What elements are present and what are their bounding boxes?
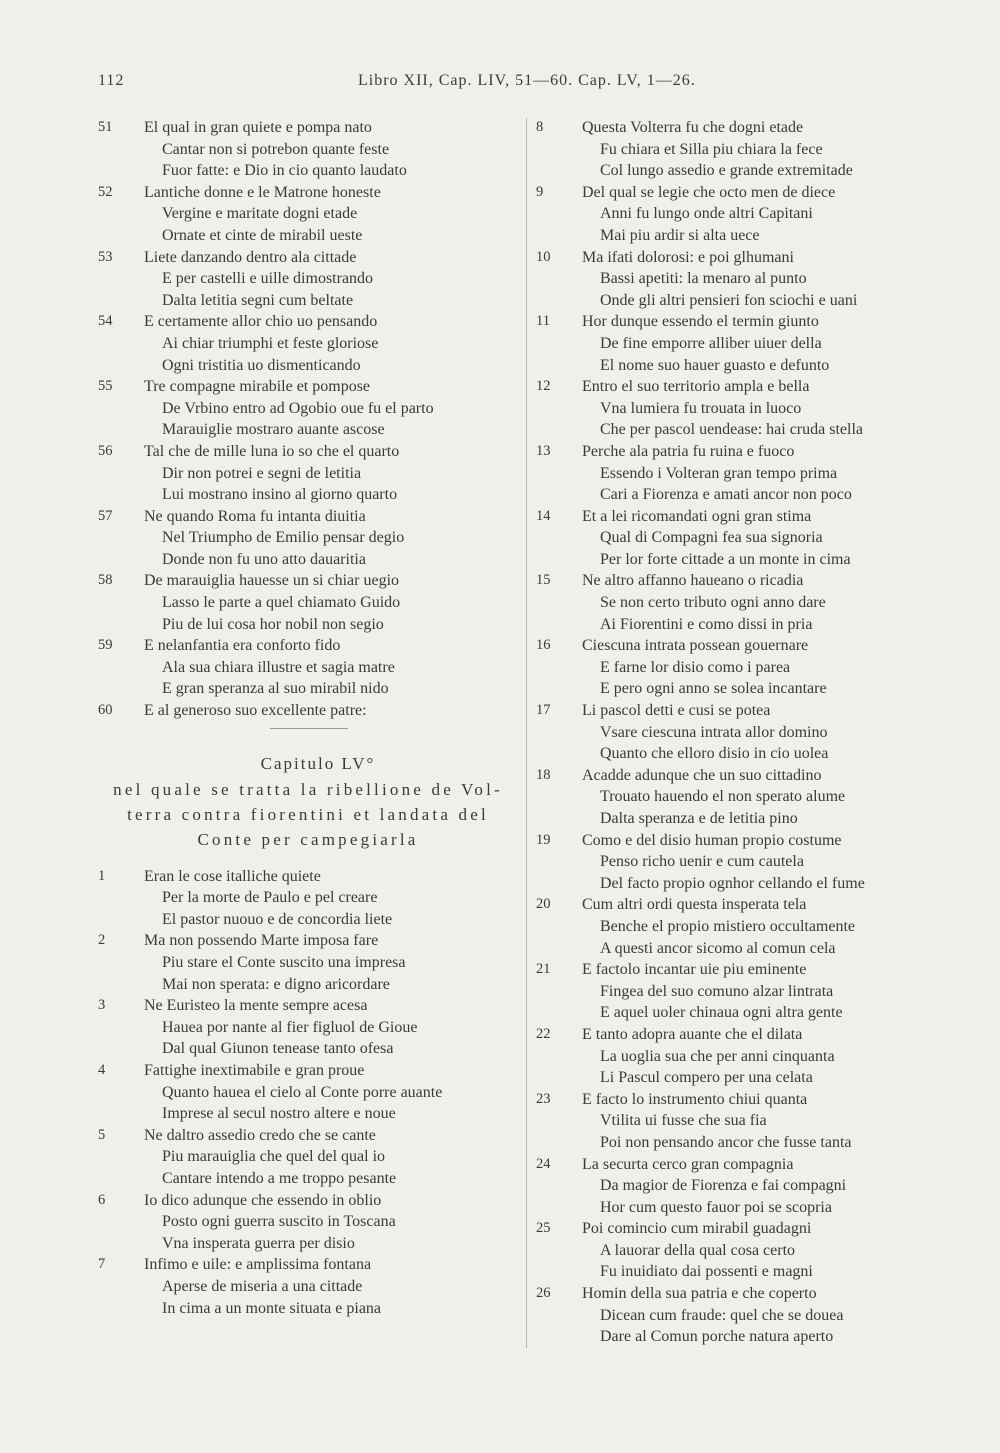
verse-line bbox=[98, 441, 518, 463]
verse-text: Ciescuna intrata possean gouernare bbox=[582, 637, 809, 655]
verse-line bbox=[98, 1211, 518, 1233]
stanza bbox=[536, 1283, 956, 1348]
verse-line bbox=[536, 1110, 956, 1132]
stanza bbox=[536, 1024, 956, 1089]
verse-line bbox=[98, 549, 518, 571]
verse-line bbox=[98, 419, 518, 441]
verse-line bbox=[536, 333, 956, 355]
verse-text: A lauorar della qual cosa certo bbox=[600, 1241, 796, 1259]
verse-text: Anni fu lungo onde altri Capitani bbox=[600, 205, 813, 223]
verse-line bbox=[98, 398, 518, 420]
verse-line bbox=[98, 887, 518, 909]
stanza bbox=[536, 117, 956, 182]
verse-line bbox=[98, 139, 518, 161]
verse-text: E gran speranza al suo mirabil nido bbox=[162, 680, 389, 698]
verse-line bbox=[536, 1218, 956, 1240]
verse-line bbox=[536, 290, 956, 312]
stanza-number: 56 bbox=[98, 442, 113, 459]
verse-text: Per lor forte cittade a un monte in cima bbox=[600, 550, 851, 568]
stanza-number: 6 bbox=[98, 1191, 106, 1208]
verse-text: Tal che de mille luna io so che el quarto bbox=[144, 442, 400, 460]
verse-text: Trouato hauendo el non sperato alume bbox=[600, 788, 846, 806]
verse-line bbox=[98, 974, 518, 996]
verse-text: Dalta speranza e de letitia pino bbox=[600, 810, 798, 827]
stanza-number: 17 bbox=[536, 702, 551, 719]
stanza bbox=[536, 700, 956, 765]
verse-line bbox=[98, 592, 518, 614]
verse-text: Essendo i Volteran gran tempo prima bbox=[600, 464, 838, 482]
stanza-number: 8 bbox=[536, 119, 544, 135]
verse-line bbox=[536, 614, 956, 636]
stanza-number: 24 bbox=[536, 1155, 551, 1172]
verse-line bbox=[98, 1254, 518, 1276]
verse-line bbox=[536, 355, 956, 377]
verse-line bbox=[98, 909, 518, 931]
stanza-number: 9 bbox=[536, 183, 544, 200]
verse-text: Cari a Fiorenza e amati ancor non poco bbox=[600, 486, 852, 504]
verse-line bbox=[98, 866, 518, 888]
verse-text: Infimo e uile: e amplissima fontana bbox=[144, 1256, 372, 1274]
verse-text: Io dico adunque che essendo in oblio bbox=[144, 1191, 382, 1209]
stanza bbox=[98, 376, 518, 441]
verse-text: E tanto adopra auante che el dilata bbox=[582, 1025, 803, 1043]
verse-text: Piu marauiglia che quel del qual io bbox=[162, 1148, 386, 1166]
verse-line bbox=[98, 1233, 518, 1255]
stanza-number: 15 bbox=[536, 572, 551, 589]
verse-line bbox=[98, 225, 518, 247]
verse-line bbox=[536, 1024, 956, 1046]
verse-text: Ornate et cinte de mirabil ueste bbox=[162, 226, 363, 244]
verse-text: Ne altro affanno haueano o ricadia bbox=[582, 572, 804, 590]
verse-line bbox=[536, 1132, 956, 1154]
verse-line bbox=[536, 376, 956, 398]
verse-line bbox=[98, 1276, 518, 1298]
verse-line bbox=[98, 484, 518, 506]
verse-line bbox=[98, 527, 518, 549]
stanza-number: 19 bbox=[536, 831, 551, 848]
verse-line bbox=[536, 873, 956, 895]
verse-text: Che per pascol uendease: hai cruda stella bbox=[600, 421, 863, 439]
verse-text: E factolo incantar uie piu eminente bbox=[582, 961, 807, 979]
verse-text: Dare al Comun porche natura aperto bbox=[600, 1328, 834, 1346]
stanza-number: 10 bbox=[536, 248, 551, 265]
verse-line bbox=[98, 355, 518, 377]
stanza bbox=[98, 995, 518, 1060]
stanza-number: 52 bbox=[98, 183, 113, 200]
verse-text: Vergine e maritate dogni etade bbox=[162, 205, 358, 223]
verse-text: El pastor nuouo e de concordia liete bbox=[162, 910, 393, 928]
verse-text: Marauiglie mostraro auante ascose bbox=[162, 421, 385, 439]
stanza-number: 25 bbox=[536, 1220, 551, 1237]
verse-text: Imprese al secul nostro altere e noue bbox=[162, 1105, 396, 1123]
verse-text: E certamente allor chio uo pensando bbox=[144, 313, 378, 331]
verse-line bbox=[536, 398, 956, 420]
verse-text: Hor cum questo fauor poi se scopria bbox=[600, 1198, 832, 1216]
verse-line bbox=[536, 182, 956, 204]
verse-line bbox=[536, 1240, 956, 1262]
verse-text: Penso richo uenir e cum cautela bbox=[600, 853, 804, 871]
right-column bbox=[536, 117, 956, 1348]
verse-text: E facto lo instrumento chiui quanta bbox=[582, 1090, 808, 1108]
stanza-number: 7 bbox=[98, 1256, 106, 1273]
verse-line bbox=[98, 203, 518, 225]
verse-line bbox=[536, 678, 956, 700]
stanza-number: 60 bbox=[98, 702, 113, 719]
verse-line bbox=[536, 527, 956, 549]
verse-line bbox=[98, 1060, 518, 1082]
verse-line bbox=[98, 247, 518, 269]
verse-line bbox=[536, 635, 956, 657]
stanza bbox=[98, 117, 518, 182]
stanza-number: 12 bbox=[536, 378, 551, 395]
verse-text: Fingea del suo comuno alzar lintrata bbox=[600, 982, 834, 1000]
section-rule bbox=[270, 728, 348, 729]
verse-line bbox=[536, 268, 956, 290]
chapter-title: Capitulo LV° bbox=[260, 753, 376, 773]
verse-line bbox=[536, 722, 956, 744]
verse-line bbox=[98, 160, 518, 182]
stanza bbox=[536, 1154, 956, 1219]
verse-text: Onde gli altri pensieri fon sciochi e uani bbox=[600, 291, 858, 309]
verse-text: Dir non potrei e segni de letitia bbox=[162, 464, 362, 482]
verse-line bbox=[98, 678, 518, 700]
stanza bbox=[98, 311, 518, 376]
verse-text: Lasso le parte a quel chiamato Guido bbox=[162, 594, 401, 612]
stanza-number: 18 bbox=[536, 766, 551, 783]
stanza bbox=[536, 635, 956, 700]
verse-line bbox=[536, 916, 956, 938]
stanza-number: 3 bbox=[98, 997, 106, 1014]
verse-line bbox=[98, 995, 518, 1017]
verse-text: La uoglia sua che per anni cinquanta bbox=[600, 1047, 835, 1065]
stanza-number: 20 bbox=[536, 896, 551, 913]
verse-line bbox=[536, 506, 956, 528]
verse-line bbox=[98, 1125, 518, 1147]
verse-text: Como e del disio human propio costume bbox=[582, 831, 842, 849]
verse-line bbox=[98, 376, 518, 398]
verse-line bbox=[536, 203, 956, 225]
verse-line bbox=[98, 268, 518, 290]
verse-text: Fu chiara et Silla piu chiara la fece bbox=[600, 140, 823, 158]
verse-text: Ala sua chiara illustre et sagia matre bbox=[162, 658, 395, 676]
stanza bbox=[98, 700, 518, 722]
verse-text: Dalta letitia segni cum beltate bbox=[162, 291, 354, 309]
verse-line bbox=[98, 1146, 518, 1168]
verse-line bbox=[536, 117, 956, 139]
stanza bbox=[98, 570, 518, 635]
verse-line bbox=[98, 1168, 518, 1190]
verse-line bbox=[536, 1002, 956, 1024]
verse-line bbox=[536, 1197, 956, 1219]
verse-text: Li pascol detti e cusi se potea bbox=[582, 702, 771, 720]
verse-line bbox=[536, 1089, 956, 1111]
stanza-number: 13 bbox=[536, 442, 551, 459]
stanza bbox=[98, 247, 518, 312]
verse-line bbox=[98, 311, 518, 333]
stanza-number: 14 bbox=[536, 507, 551, 524]
stanza-number: 21 bbox=[536, 961, 551, 978]
stanza bbox=[98, 182, 518, 247]
verse-line bbox=[536, 592, 956, 614]
stanza bbox=[536, 376, 956, 441]
verse-line bbox=[536, 1305, 956, 1327]
stanza-number: 23 bbox=[536, 1090, 551, 1107]
verse-text: Tre compagne mirabile et pompose bbox=[144, 378, 371, 396]
verse-line bbox=[536, 1326, 956, 1348]
verse-text: In cima a un monte situata e piana bbox=[162, 1299, 382, 1317]
verse-line bbox=[536, 786, 956, 808]
stanza bbox=[536, 182, 956, 247]
stanza bbox=[536, 765, 956, 830]
verse-line bbox=[536, 1175, 956, 1197]
stanza bbox=[536, 959, 956, 1024]
verse-text: Piu stare el Conte suscito una impresa bbox=[162, 954, 406, 971]
stanza bbox=[536, 830, 956, 895]
verse-text: Ne Euristeo la mente sempre acesa bbox=[144, 997, 368, 1015]
stanza bbox=[98, 635, 518, 700]
stanza-group-chapter-55 bbox=[98, 866, 518, 1319]
verse-text: Vna insperata guerra per disio bbox=[162, 1234, 355, 1252]
verse-text: Cantar non si potrebon quante feste bbox=[162, 140, 390, 158]
verse-line bbox=[536, 549, 956, 571]
verse-text: Dicean cum fraude: quel che se douea bbox=[600, 1306, 844, 1324]
verse-text: Per la morte de Paulo e pel creare bbox=[162, 889, 378, 907]
verse-text: El qual in gran quiete e pompa nato bbox=[144, 119, 372, 136]
verse-text: Qual di Compagni fea sua signoria bbox=[600, 529, 823, 547]
verse-line bbox=[98, 1082, 518, 1104]
verse-text: Homin della sua patria e che coperto bbox=[582, 1285, 817, 1303]
chapter-desc-line: terra contra fiorentini et landata del bbox=[127, 804, 489, 824]
chapter-desc-line: Conte per campegiarla bbox=[197, 829, 419, 849]
stanza-number: 58 bbox=[98, 572, 113, 589]
verse-line bbox=[98, 570, 518, 592]
stanza bbox=[536, 441, 956, 506]
verse-text: Vsare ciescuna intrata allor domino bbox=[600, 723, 828, 741]
stanza bbox=[98, 1060, 518, 1125]
stanza bbox=[98, 506, 518, 571]
chapter-desc-line: nel quale se tratta la ribellione de Vol- bbox=[113, 779, 503, 799]
verse-text: Quanto hauea el cielo al Conte porre auante bbox=[162, 1083, 443, 1101]
verse-text: Fu inuidiato dai possenti e magni bbox=[600, 1263, 813, 1281]
verse-text: Del facto propio ognhor cellando el fume bbox=[600, 874, 865, 892]
verse-line bbox=[536, 463, 956, 485]
verse-text: Perche ala patria fu ruina e fuoco bbox=[582, 442, 795, 460]
stanza-group-chapter-54 bbox=[98, 117, 518, 722]
stanza-number: 4 bbox=[98, 1061, 106, 1078]
verse-text: De Vrbino entro ad Ogobio oue fu el parto bbox=[162, 399, 434, 417]
left-column bbox=[98, 117, 518, 1319]
verse-line bbox=[536, 743, 956, 765]
verse-line bbox=[536, 1046, 956, 1068]
stanza bbox=[98, 930, 518, 995]
stanza-number: 2 bbox=[98, 932, 106, 949]
stanza bbox=[98, 1254, 518, 1319]
verse-text: Vna lumiera fu trouata in luoco bbox=[600, 399, 802, 417]
stanza bbox=[536, 247, 956, 312]
verse-text: Ne daltro assedio credo che se cante bbox=[144, 1126, 376, 1144]
verse-text: A questi ancor sicomo al comun cela bbox=[600, 939, 836, 957]
verse-text: Hor dunque essendo el termin giunto bbox=[582, 313, 819, 331]
stanza bbox=[536, 506, 956, 571]
verse-line bbox=[536, 247, 956, 269]
verse-text: Cum altri ordi questa insperata tela bbox=[582, 896, 807, 914]
verse-text: De fine emporre alliber uiuer della bbox=[600, 334, 822, 352]
stanza-number: 1 bbox=[98, 867, 106, 884]
verse-text: Entro el suo territorio ampla e bella bbox=[582, 378, 810, 396]
stanza bbox=[98, 441, 518, 506]
verse-line bbox=[98, 1038, 518, 1060]
verse-line bbox=[536, 765, 956, 787]
verse-line bbox=[98, 657, 518, 679]
verse-line bbox=[98, 1103, 518, 1125]
verse-line bbox=[98, 930, 518, 952]
stanza-number: 54 bbox=[98, 313, 113, 330]
verse-line bbox=[98, 700, 518, 722]
verse-line bbox=[536, 484, 956, 506]
verse-line bbox=[98, 952, 518, 974]
verse-text: Lui mostrano insino al giorno quarto bbox=[162, 486, 398, 504]
stanza-group-chapter-55-cont bbox=[536, 117, 956, 1348]
verse-text: Benche el propio mistiero occultamente bbox=[600, 917, 856, 935]
verse-text: Aperse de miseria a una cittade bbox=[162, 1277, 363, 1295]
verse-text: Piu de lui cosa hor nobil non segio bbox=[162, 615, 384, 633]
stanza-number: 53 bbox=[98, 248, 113, 265]
verse-text: Ai chiar triumphi et feste gloriose bbox=[162, 334, 379, 352]
verse-text: Cantare intendo a me troppo pesante bbox=[162, 1169, 397, 1187]
verse-text: Dal qual Giunon tenease tanto ofesa bbox=[162, 1040, 394, 1058]
stanza-number: 16 bbox=[536, 637, 551, 654]
verse-text: Ne quando Roma fu intanta diuitia bbox=[144, 507, 366, 525]
verse-text: Liete danzando dentro ala cittade bbox=[144, 248, 357, 266]
verse-line bbox=[536, 225, 956, 247]
verse-line bbox=[536, 700, 956, 722]
verse-text: Bassi apetiti: la menaro al punto bbox=[600, 270, 807, 288]
stanza bbox=[98, 1125, 518, 1190]
verse-text: Ai Fiorentini e como dissi in pria bbox=[600, 615, 813, 633]
verse-line bbox=[536, 657, 956, 679]
verse-text: Lantiche donne e le Matrone honeste bbox=[144, 183, 381, 201]
verse-text: E nelanfantia era conforto fido bbox=[144, 637, 341, 655]
verse-text: Se non certo tributo ogni anno dare bbox=[600, 594, 826, 612]
verse-text: Donde non fu uno atto dauaritia bbox=[162, 550, 366, 568]
verse-line bbox=[536, 1154, 956, 1176]
verse-line bbox=[536, 441, 956, 463]
verse-line bbox=[536, 570, 956, 592]
verse-text: La securta cerco gran compagnia bbox=[582, 1155, 794, 1173]
verse-text: E al generoso suo excellente patre: bbox=[144, 702, 367, 720]
verse-line bbox=[98, 333, 518, 355]
verse-text: Ma ifati dolorosi: e poi glhumani bbox=[582, 248, 794, 266]
verse-text: Poi comincio cum mirabil guadagni bbox=[582, 1220, 812, 1238]
stanza bbox=[536, 570, 956, 635]
verse-text: De marauiglia hauesse un si chiar uegio bbox=[144, 572, 400, 590]
verse-text: Ogni tristitia uo dismenticando bbox=[162, 356, 361, 374]
verse-line bbox=[536, 1283, 956, 1305]
column-divider bbox=[526, 118, 527, 1348]
stanza-number: 11 bbox=[536, 313, 550, 330]
verse-text: Eran le cose italliche quiete bbox=[144, 867, 321, 885]
verse-text: Col lungo assedio e grande extremitade bbox=[600, 162, 853, 180]
verse-line bbox=[536, 938, 956, 960]
stanza bbox=[536, 1089, 956, 1154]
stanza bbox=[98, 866, 518, 931]
verse-text: Fattighe inextimabile e gran proue bbox=[144, 1061, 365, 1079]
verse-text: E per castelli e uille dimostrando bbox=[162, 270, 374, 288]
stanza-number: 22 bbox=[536, 1025, 551, 1042]
verse-line bbox=[536, 1067, 956, 1089]
page-header bbox=[98, 72, 940, 98]
verse-text: Acadde adunque che un suo cittadino bbox=[582, 766, 822, 784]
verse-text: Del qual se legie che octo men de diece bbox=[582, 183, 836, 201]
verse-line bbox=[536, 851, 956, 873]
verse-text: Posto ogni guerra suscito in Toscana bbox=[162, 1213, 396, 1231]
verse-text: Quanto che elloro disio in cio uolea bbox=[600, 745, 829, 763]
verse-text: E farne lor disio como i parea bbox=[600, 658, 791, 676]
verse-text: Mai piu ardir si alta uece bbox=[600, 226, 760, 244]
verse-text: Hauea por nante al fier figluol de Gioue bbox=[162, 1018, 418, 1036]
stanza bbox=[536, 1218, 956, 1283]
verse-text: Questa Volterra fu che dogni etade bbox=[582, 119, 804, 136]
verse-text: Fuor fatte: e Dio in cio quanto laudato bbox=[162, 162, 407, 180]
stanza-number: 55 bbox=[98, 378, 113, 395]
verse-text: El nome suo hauer guasto e defunto bbox=[600, 356, 830, 374]
verse-line bbox=[536, 1261, 956, 1283]
verse-line bbox=[536, 981, 956, 1003]
stanza-number: 57 bbox=[98, 507, 113, 524]
verse-line bbox=[536, 139, 956, 161]
verse-line bbox=[536, 160, 956, 182]
verse-text: Ma non possendo Marte imposa fare bbox=[144, 932, 379, 950]
verse-line bbox=[98, 506, 518, 528]
verse-line bbox=[98, 1017, 518, 1039]
verse-line bbox=[536, 959, 956, 981]
verse-line bbox=[98, 614, 518, 636]
stanza-number: 51 bbox=[98, 119, 113, 135]
verse-line bbox=[98, 635, 518, 657]
verse-line bbox=[98, 290, 518, 312]
verse-text: E pero ogni anno se solea incantare bbox=[600, 680, 827, 698]
verse-text: Li Pascul compero per una celata bbox=[600, 1069, 813, 1087]
verse-text: Vtilita ui fusse che sua fia bbox=[600, 1112, 767, 1130]
page-number: 112 bbox=[98, 72, 125, 89]
verse-text: Mai non sperata: e digno aricordare bbox=[162, 975, 390, 993]
running-title: Libro XII, Cap. LIV, 51—60. Cap. LV, 1—26. bbox=[358, 72, 696, 89]
verse-text: Da magior de Fiorenza e fai compagni bbox=[600, 1177, 847, 1195]
verse-line bbox=[536, 311, 956, 333]
stanza-number: 59 bbox=[98, 637, 113, 654]
verse-line bbox=[536, 419, 956, 441]
verse-line bbox=[98, 182, 518, 204]
verse-text: Poi non pensando ancor che fusse tanta bbox=[600, 1133, 852, 1151]
verse-line bbox=[536, 808, 956, 830]
verse-text: Nel Triumpho de Emilio pensar degio bbox=[162, 529, 405, 547]
stanza bbox=[98, 1190, 518, 1255]
verse-text: E aquel uoler chinaua ogni altra gente bbox=[600, 1004, 843, 1022]
chapter-description bbox=[98, 777, 518, 852]
verse-text: Et a lei ricomandati ogni gran stima bbox=[582, 507, 812, 525]
verse-line bbox=[536, 894, 956, 916]
stanza bbox=[536, 311, 956, 376]
stanza-number: 5 bbox=[98, 1126, 106, 1143]
verse-line bbox=[536, 830, 956, 852]
stanza-number: 26 bbox=[536, 1285, 551, 1302]
verse-line bbox=[98, 1298, 518, 1320]
verse-line bbox=[98, 463, 518, 485]
verse-line bbox=[98, 117, 518, 139]
verse-line bbox=[98, 1190, 518, 1212]
stanza bbox=[536, 894, 956, 959]
